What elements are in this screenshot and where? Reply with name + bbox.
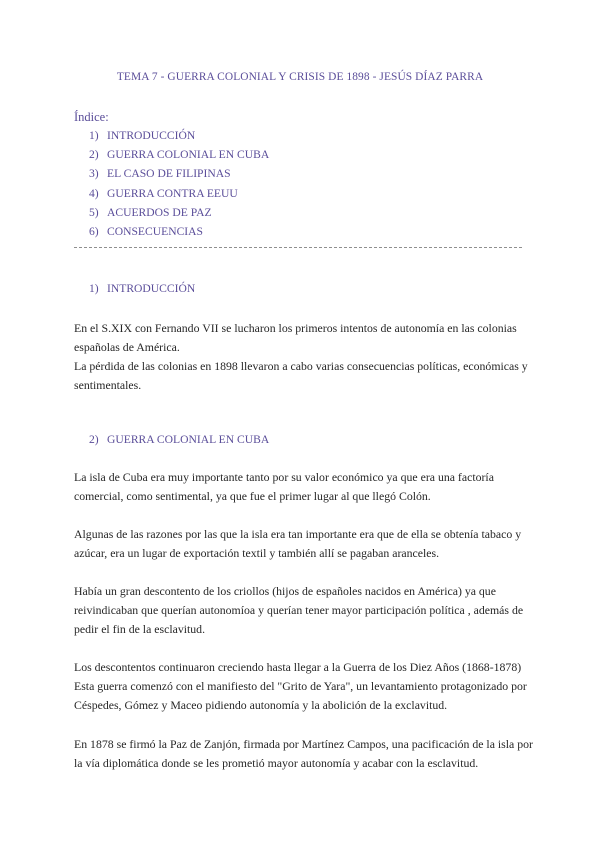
section-divider <box>74 247 522 248</box>
index-item-label: EL CASO DE FILIPINAS <box>107 167 231 181</box>
section-heading-label: INTRODUCCIÓN <box>107 282 196 295</box>
paragraph: En 1878 se firmó la Paz de Zanjón, firmada por Martínez Campos, una pacificación de la isla por la vía diplomática donde se les prometió mayor autonomía y acabar con la esclavitud. <box>74 737 533 771</box>
document-title: TEMA 7 - GUERRA COLONIAL Y CRISIS DE 1898 - JESÚS DÍAZ PARRA <box>116 71 484 83</box>
index-item-label: GUERRA COLONIAL EN CUBA <box>107 148 270 162</box>
index-item-number: 3) <box>89 167 99 181</box>
index-item[interactable] <box>89 148 269 167</box>
paragraph: Había un gran descontento de los criollos (hijos de españoles nacidos en América) ya que reivindicaban que querían autonomíoa y querían tener mayor participación política , además de pedir el fin de la esclavitud. <box>74 584 524 637</box>
index-label: Índice: <box>74 110 109 124</box>
index-item-number: 5) <box>89 205 99 219</box>
section-number: 2) <box>89 433 99 446</box>
index-item-label: INTRODUCCIÓN <box>107 129 196 142</box>
index-item-number: 2) <box>89 148 99 162</box>
section-heading-introduccion <box>89 282 195 295</box>
paragraph: Los descontentos continuaron creciendo hasta llegar a la Guerra de los Diez Años (1868-1878) Esta guerra comenzó con el manifiesto del "Grito de Yara", un levantamiento protagonizado por Céspedes, Gómez y Maceo pidiendo autonomía y la abolición de la exclavitud. <box>74 660 527 713</box>
paragraph: La isla de Cuba era muy importante tanto por su valor económico ya que era una factoría comercial, como sentimental, ya que fue el primer lugar al que llegó Colón. <box>74 470 494 504</box>
index-item[interactable] <box>89 187 269 206</box>
index-item-label: CONSECUENCIAS <box>107 224 203 238</box>
index-item[interactable] <box>89 167 269 186</box>
paragraph: Algunas de las razones por las que la isla era tan importante era que de ella se obtenía tabaco y azúcar, era un lugar de exportación textil y también allí se pagaban aranceles. <box>74 527 522 561</box>
index-item-label: GUERRA CONTRA EEUU <box>107 186 238 200</box>
paragraph: En el S.XIX con Fernando VII se lucharon los primeros intentos de autonomía en las colonias españolas de América. <box>74 321 517 355</box>
index-item-label: ACUERDOS DE PAZ <box>107 205 212 219</box>
paragraph: La pérdida de las colonias en 1898 llevaron a cabo varias consecuencias políticas, económicas y sentimentales. <box>74 359 528 393</box>
index-item[interactable] <box>89 206 269 225</box>
section-heading-label: GUERRA COLONIAL EN CUBA <box>107 433 270 446</box>
section-number: 1) <box>89 282 99 295</box>
index-item-number: 4) <box>89 186 99 200</box>
index-item[interactable] <box>89 225 269 244</box>
section-heading-guerra-colonial-cuba <box>89 433 269 446</box>
index-list <box>89 129 269 244</box>
index-item-number: 6) <box>89 224 99 238</box>
index-item-number: 1) <box>89 129 99 142</box>
index-item[interactable] <box>89 129 269 148</box>
